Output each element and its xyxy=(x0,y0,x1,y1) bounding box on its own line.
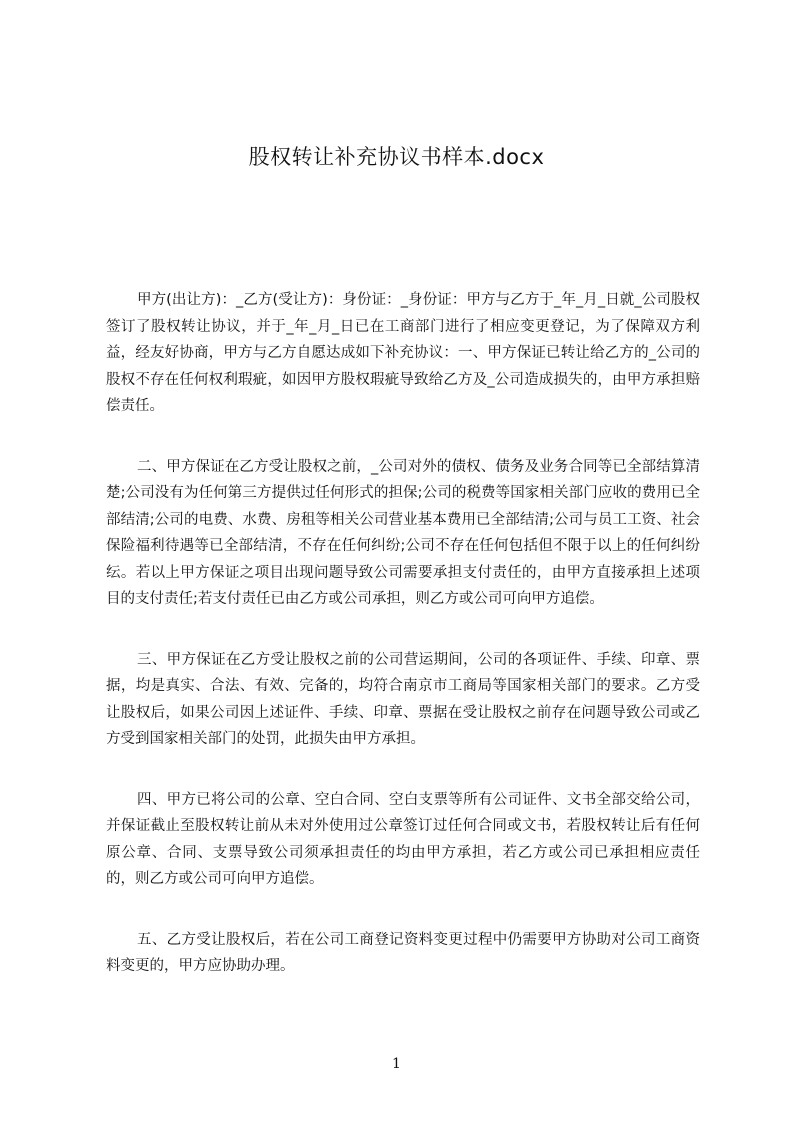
paragraph-clause-3: 三、甲方保证在乙方受让股权之前的公司营运期间，公司的各项证件、手续、印章、票据，均是真实、合法、有效、完备的，均符合南京市工商局等国家相关部门的要求。乙方受让股权后，如果公司因上述证件、手续、印章、票据在受让股权之前存在问题导致公司或乙方受到国家相关部门的处罚，此损失由甲方承担。 xyxy=(106,651,700,747)
paragraph-clause-5: 五、乙方受让股权后，若在公司工商登记资料变更过程中仍需要甲方协助对公司工商资料变更的，甲方应协助办理。 xyxy=(106,931,700,974)
document-body xyxy=(106,287,700,1014)
paragraph-clause-2: 二、甲方保证在乙方受让股权之前，_公司对外的债权、债务及业务合同等已全部结算清楚;公司没有为任何第三方提供过任何形式的担保;公司的税费等国家相关部门应收的费用已全部结清;公司的电费、水费、房租等相关公司营业基本费用已全部结清;公司与员工工资、社会保险福利待遇等已全部结清，不存在任何纠纷;公司不存在任何包括但不限于以上的任何纠纷纭。若以上甲方保证之项目出现问题导致公司需要承担支付责任的，由甲方直接承担上述项目的支付责任;若支付责任已由乙方或公司承担，则乙方或公司可向甲方追偿。 xyxy=(106,458,700,607)
paragraph-clause-4: 四、甲方已将公司的公章、空白合同、空白支票等所有公司证件、文书全部交给公司，并保证截止至股权转让前从未对外使用过公章签订过任何合同或文书，若股权转让后有任何原公章、合同、支票导致公司须承担责任的均由甲方承担，若乙方或公司已承担相应责任的，则乙方或公司可向甲方追偿。 xyxy=(106,791,700,887)
page-number: 1 xyxy=(392,1056,401,1072)
paragraph-preamble-clause-1: 甲方(出让方)：_乙方(受让方)：身份证：_身份证：甲方与乙方于_年_月_日就_公司股权签订了股权转让协议，并于_年_月_日已在工商部门进行了相应变更登记，为了保障双方利益，经友好协商，甲方与乙方自愿达成如下补充协议：一、甲方保证已转让给乙方的_公司的股权不存在任何权利瑕疵，如因甲方股权瑕疵导致给乙方及_公司造成损失的，由甲方承担赔偿责任。 xyxy=(106,292,700,414)
document-title: 股权转让补充协议书样本.docx xyxy=(248,145,545,169)
